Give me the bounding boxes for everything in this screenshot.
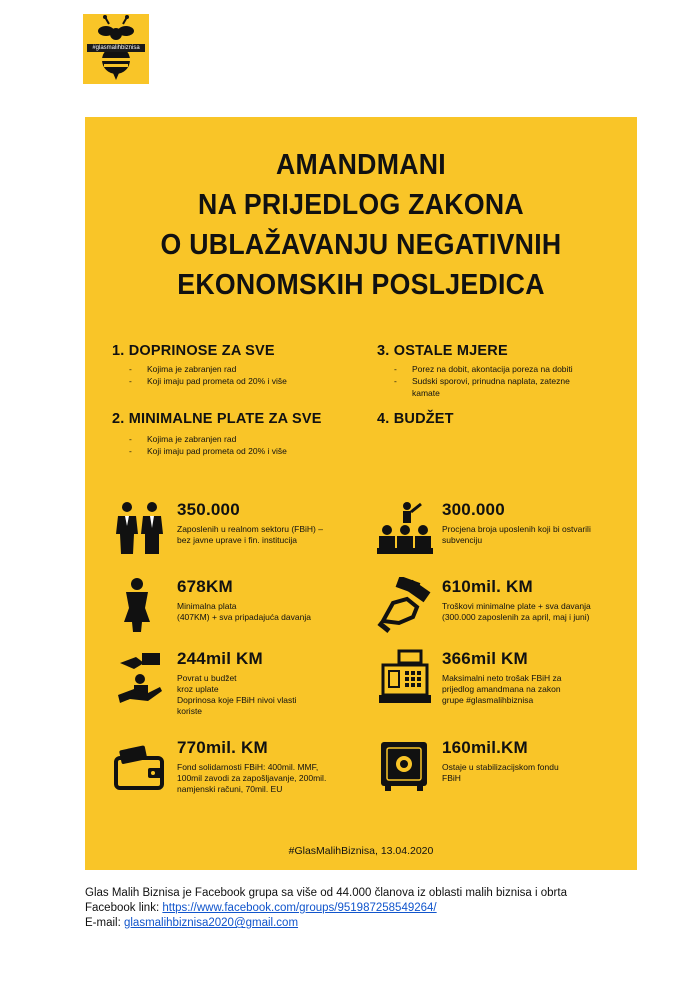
page-title — [107, 145, 615, 305]
email-label: E-mail: — [85, 917, 124, 929]
stat-desc-line: grupe #glasmalihbiznisa — [442, 695, 534, 705]
section-2-list — [125, 433, 287, 457]
stat-description — [442, 601, 642, 623]
footer-email-line — [85, 916, 567, 931]
stat-value: 300.000 — [442, 500, 505, 519]
stat-value: 350.000 — [177, 500, 240, 519]
footer-description: Glas Malih Biznisa je Facebook grupa sa više od 44.000 članova iz oblasti malih biznisa i obrta — [85, 887, 567, 899]
section-2-heading: 2. MINIMALNE PLATE ZA SVE — [112, 411, 322, 427]
stat-desc-line: 100mil zavodi za zapošljavanje, 200mil. — [177, 773, 327, 783]
facebook-label: Facebook link: — [85, 902, 163, 914]
cash-register-icon — [377, 649, 433, 705]
facebook-link[interactable]: https://www.facebook.com/groups/951987258549264/ — [162, 902, 437, 914]
section-3-list — [390, 363, 590, 399]
stat-desc-line: koriste — [177, 706, 203, 716]
logo-text: #glasmalihbiznisa — [87, 44, 145, 52]
section-1-heading: 1. DOPRINOSE ZA SVE — [112, 343, 275, 359]
infographic-panel — [85, 117, 637, 870]
footer — [85, 886, 567, 931]
list-item: - Koji imaju pad prometa od 20% i više — [125, 375, 287, 387]
email-link[interactable]: glasmalihbiznisa2020@gmail.com — [123, 917, 299, 929]
stat-desc-line: Zaposlenih u realnom sektoru (FBiH) – — [177, 524, 323, 534]
stat-desc-line: Minimalna plata — [177, 601, 237, 611]
section-4-heading: 4. BUDŽET — [377, 411, 454, 427]
title-line-2: NA PRIJEDLOG ZAKONA — [198, 189, 524, 221]
section-1-list — [125, 363, 287, 387]
list-item: - Porez na dobit, akontacija poreza na dobiti — [390, 363, 590, 375]
section-3-heading: 3. OSTALE MJERE — [377, 343, 508, 359]
stat-desc-line: Povrat u budžet — [177, 673, 237, 683]
stat-desc-line: (407KM) + sva pripadajuća davanja — [177, 612, 311, 622]
list-item: - Kojima je zabranjen rad — [125, 363, 287, 375]
stat-desc-line: Ostaje u stabilizacijskom fondu — [442, 762, 559, 772]
stat-description — [442, 524, 642, 546]
stat-desc-line: Doprinosa koje FBiH nivoi vlasti — [177, 695, 297, 705]
title-line-4: EKONOMSKIH POSLJEDICA — [177, 269, 545, 301]
stat-value: 366mil KM — [442, 649, 528, 668]
money-hands-icon — [112, 649, 168, 705]
list-item: - Kojima je zabranjen rad — [125, 433, 287, 445]
stat-value: 610mil. KM — [442, 577, 533, 596]
stat-desc-line: subvenciju — [442, 535, 483, 545]
stat-value: 770mil. KM — [177, 738, 268, 757]
stat-desc-line: FBiH — [442, 773, 461, 783]
stat-description — [442, 673, 642, 706]
stat-desc-line: Maksimalni neto trošak FBiH za — [442, 673, 562, 683]
stat-desc-line: kroz uplate — [177, 684, 219, 694]
stat-desc-line: Fond solidarnosti FBiH: 400mil. MMF, — [177, 762, 319, 772]
stat-desc-line: prijedlog amandmana na zakon — [442, 684, 561, 694]
stat-description — [177, 524, 367, 546]
title-line-3: O UBLAŽAVANJU NEGATIVNIH — [160, 229, 562, 261]
footer-facebook-line — [85, 901, 567, 916]
wallet-icon — [112, 738, 168, 794]
audience-icon — [377, 500, 433, 556]
title-line-1: AMANDMANI — [276, 149, 446, 181]
list-item: - Sudski sporovi, prinudna naplata, zatezne kamate — [390, 375, 590, 399]
list-item: - Koji imaju pad prometa od 20% i više — [125, 445, 287, 457]
woman-icon — [112, 577, 168, 633]
logo — [83, 14, 149, 84]
stat-value: 244mil KM — [177, 649, 263, 668]
stat-desc-line: (300.000 zaposlenih za april, maj i juni) — [442, 612, 590, 622]
stat-description — [177, 601, 367, 623]
stat-desc-line: Troškovi minimalne plate + sva davanja — [442, 601, 591, 611]
business-people-icon — [112, 500, 168, 556]
stat-desc-line: Procjena broja uposlenih koji bi ostvarili — [442, 524, 591, 534]
stat-value: 160mil.KM — [442, 738, 528, 757]
safe-icon — [377, 738, 433, 794]
stat-description — [177, 673, 367, 717]
stat-desc-line: namjenski računi, 70mil. EU — [177, 784, 283, 794]
stat-description — [177, 762, 367, 795]
stat-desc-line: bez javne uprave i fin. institucija — [177, 535, 298, 545]
cash-hand-icon — [377, 577, 433, 633]
stat-description — [442, 762, 642, 784]
stat-value: 678KM — [177, 577, 233, 596]
date-hashtag: #GlasMalihBiznisa, 13.04.2020 — [288, 845, 434, 857]
